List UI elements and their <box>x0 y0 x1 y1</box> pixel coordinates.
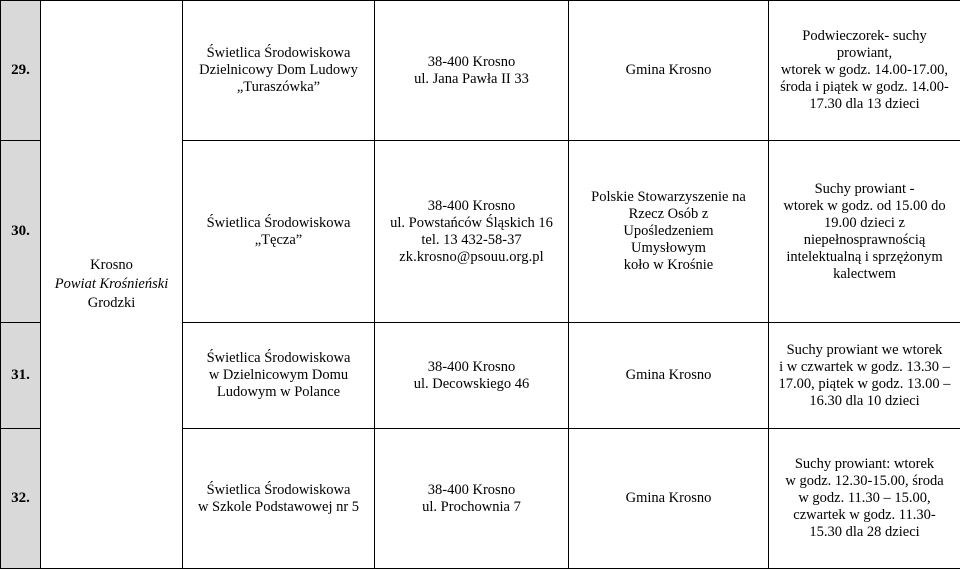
facility-operator: Gmina Krosno <box>569 323 769 429</box>
facility-name: Świetlica Środowiskowa „Tęcza” <box>183 141 375 323</box>
facility-operator: Polskie Stowarzyszenie na Rzecz Osób z Upośledzeniem Umysłowym koło w Krośnie <box>569 141 769 323</box>
facility-address: 38-400 Krosno ul. Decowskiego 46 <box>375 323 569 429</box>
meal-offer: Podwieczorek- suchy prowiant, wtorek w godz. 14.00-17.00, środa i piątek w godz. 14.00- 17.30 dla 13 dzieci <box>769 1 960 141</box>
facility-operator: Gmina Krosno <box>569 429 769 569</box>
powiat-cell <box>41 1 183 569</box>
facility-address: 38-400 Krosno ul. Prochownia 7 <box>375 429 569 569</box>
facility-operator: Gmina Krosno <box>569 1 769 141</box>
meal-offer: Suchy prowiant: wtorek w godz. 12.30-15.00, środa w godz. 11.30 – 15.00, czwartek w godz. 11.30- 15.30 dla 28 dzieci <box>769 429 960 569</box>
meal-offer: Suchy prowiant - wtorek w godz. od 15.00 do 19.00 dzieci z niepełnosprawnością intelektualną i sprzężonym kalectwem <box>769 141 960 323</box>
row-number: 29. <box>1 1 41 141</box>
powiat-district: Powiat Krośnieński <box>54 276 169 292</box>
powiat-city: Krosno <box>90 257 133 273</box>
row-number: 30. <box>1 141 41 323</box>
meal-offer: Suchy prowiant we wtorek i w czwartek w godz. 13.30 – 17.00, piątek w godz. 13.00 – 16.30 dla 10 dzieci <box>769 323 960 429</box>
facility-address: 38-400 Krosno ul. Powstańców Śląskich 16 tel. 13 432-58-37 zk.krosno@psouu.org.pl <box>375 141 569 323</box>
powiat-type: Grodzki <box>87 295 136 311</box>
facility-address: 38-400 Krosno ul. Jana Pawła II 33 <box>375 1 569 141</box>
row-number: 31. <box>1 323 41 429</box>
facility-name: Świetlica Środowiskowa Dzielnicowy Dom Ludowy „Turaszówka” <box>183 1 375 141</box>
table-row <box>1 1 960 141</box>
facility-name: Świetlica Środowiskowa w Dzielnicowym Domu Ludowym w Polance <box>183 323 375 429</box>
row-number: 32. <box>1 429 41 569</box>
facility-name: Świetlica Środowiskowa w Szkole Podstawowej nr 5 <box>183 429 375 569</box>
